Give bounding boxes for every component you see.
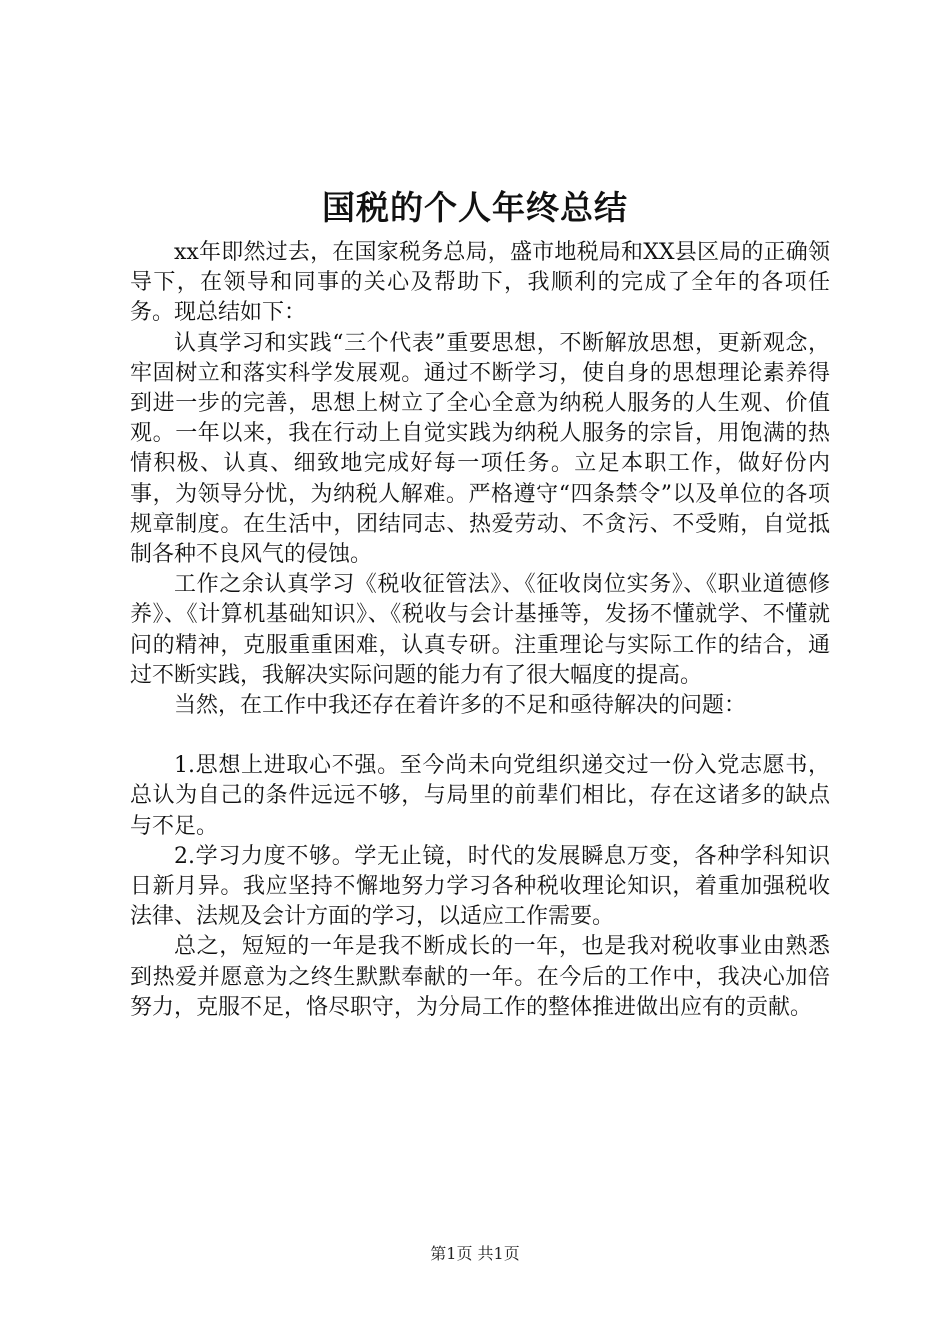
paragraph-shortcoming-2: 2.学习力度不够。学无止镜，时代的发展瞬息万变，各种学科知识日新月异。我应坚持不懈地努力学习各种税收理论知识，着重加强税收法律、法规及会计方面的学习，以适应工作需要。: [130, 843, 830, 930]
paragraph-study-practice: 认真学习和实践“三个代表”重要思想，不断解放思想，更新观念，牢固树立和落实科学发展观。通过不断学习，使自身的思想理论素养得到进一步的完善，思想上树立了全心全意为纳税人服务的人生观、价值观。一年以来，我在行动上自觉实践为纳税人服务的宗旨，用饱满的热情积极、认真、细致地完成好每一项任务。立足本职工作，做好份内事，为领导分忧，为纳税人解难。严格遵守“四条禁令”以及单位的各项规章制度。在生活中，团结同志、热爱劳动、不贪污、不受贿，自觉抵制各种不良风气的侵蚀。: [130, 330, 830, 568]
paragraph-conclusion: 总之，短短的一年是我不断成长的一年，也是我对税收事业由熟悉到热爱并愿意为之终生默默奉献的一年。在今后的工作中，我决心加倍努力，克服不足，恪尽职守，为分局工作的整体推进做出应有的贡献。: [130, 934, 830, 1020]
paragraph-intro: xx年即然过去，在国家税务总局，盛市地税局和XX县区局的正确领导下，在领导和同事的关心及帮助下，我顺利的完成了全年的各项任务。现总结如下：: [130, 240, 830, 326]
paragraph-shortcoming-1: 1.思想上进取心不强。至今尚未向党组织递交过一份入党志愿书，总认为自己的条件远远不够，与局里的前辈们相比，存在这诸多的缺点与不足。: [130, 753, 830, 839]
document-title: 国税的个人年终总结: [322, 188, 628, 227]
paragraph-study-materials: 工作之余认真学习《税收征管法》、《征收岗位实务》、《职业道德修养》、《计算机基础知识》、《税收与会计基捶等，发扬不懂就学、不懂就问的精神，克服重重困难，认真专研。注重理论与实际工作的结合，通过不断实践，我解决实际问题的能力有了很大幅度的提高。: [130, 572, 830, 688]
document-body: [130, 238, 830, 1023]
paragraph-shortcomings-intro: 当然，在工作中我还存在着许多的不足和亟待解决的问题：: [174, 693, 747, 719]
page-number-footer: 第1页 共1页: [430, 1244, 520, 1263]
